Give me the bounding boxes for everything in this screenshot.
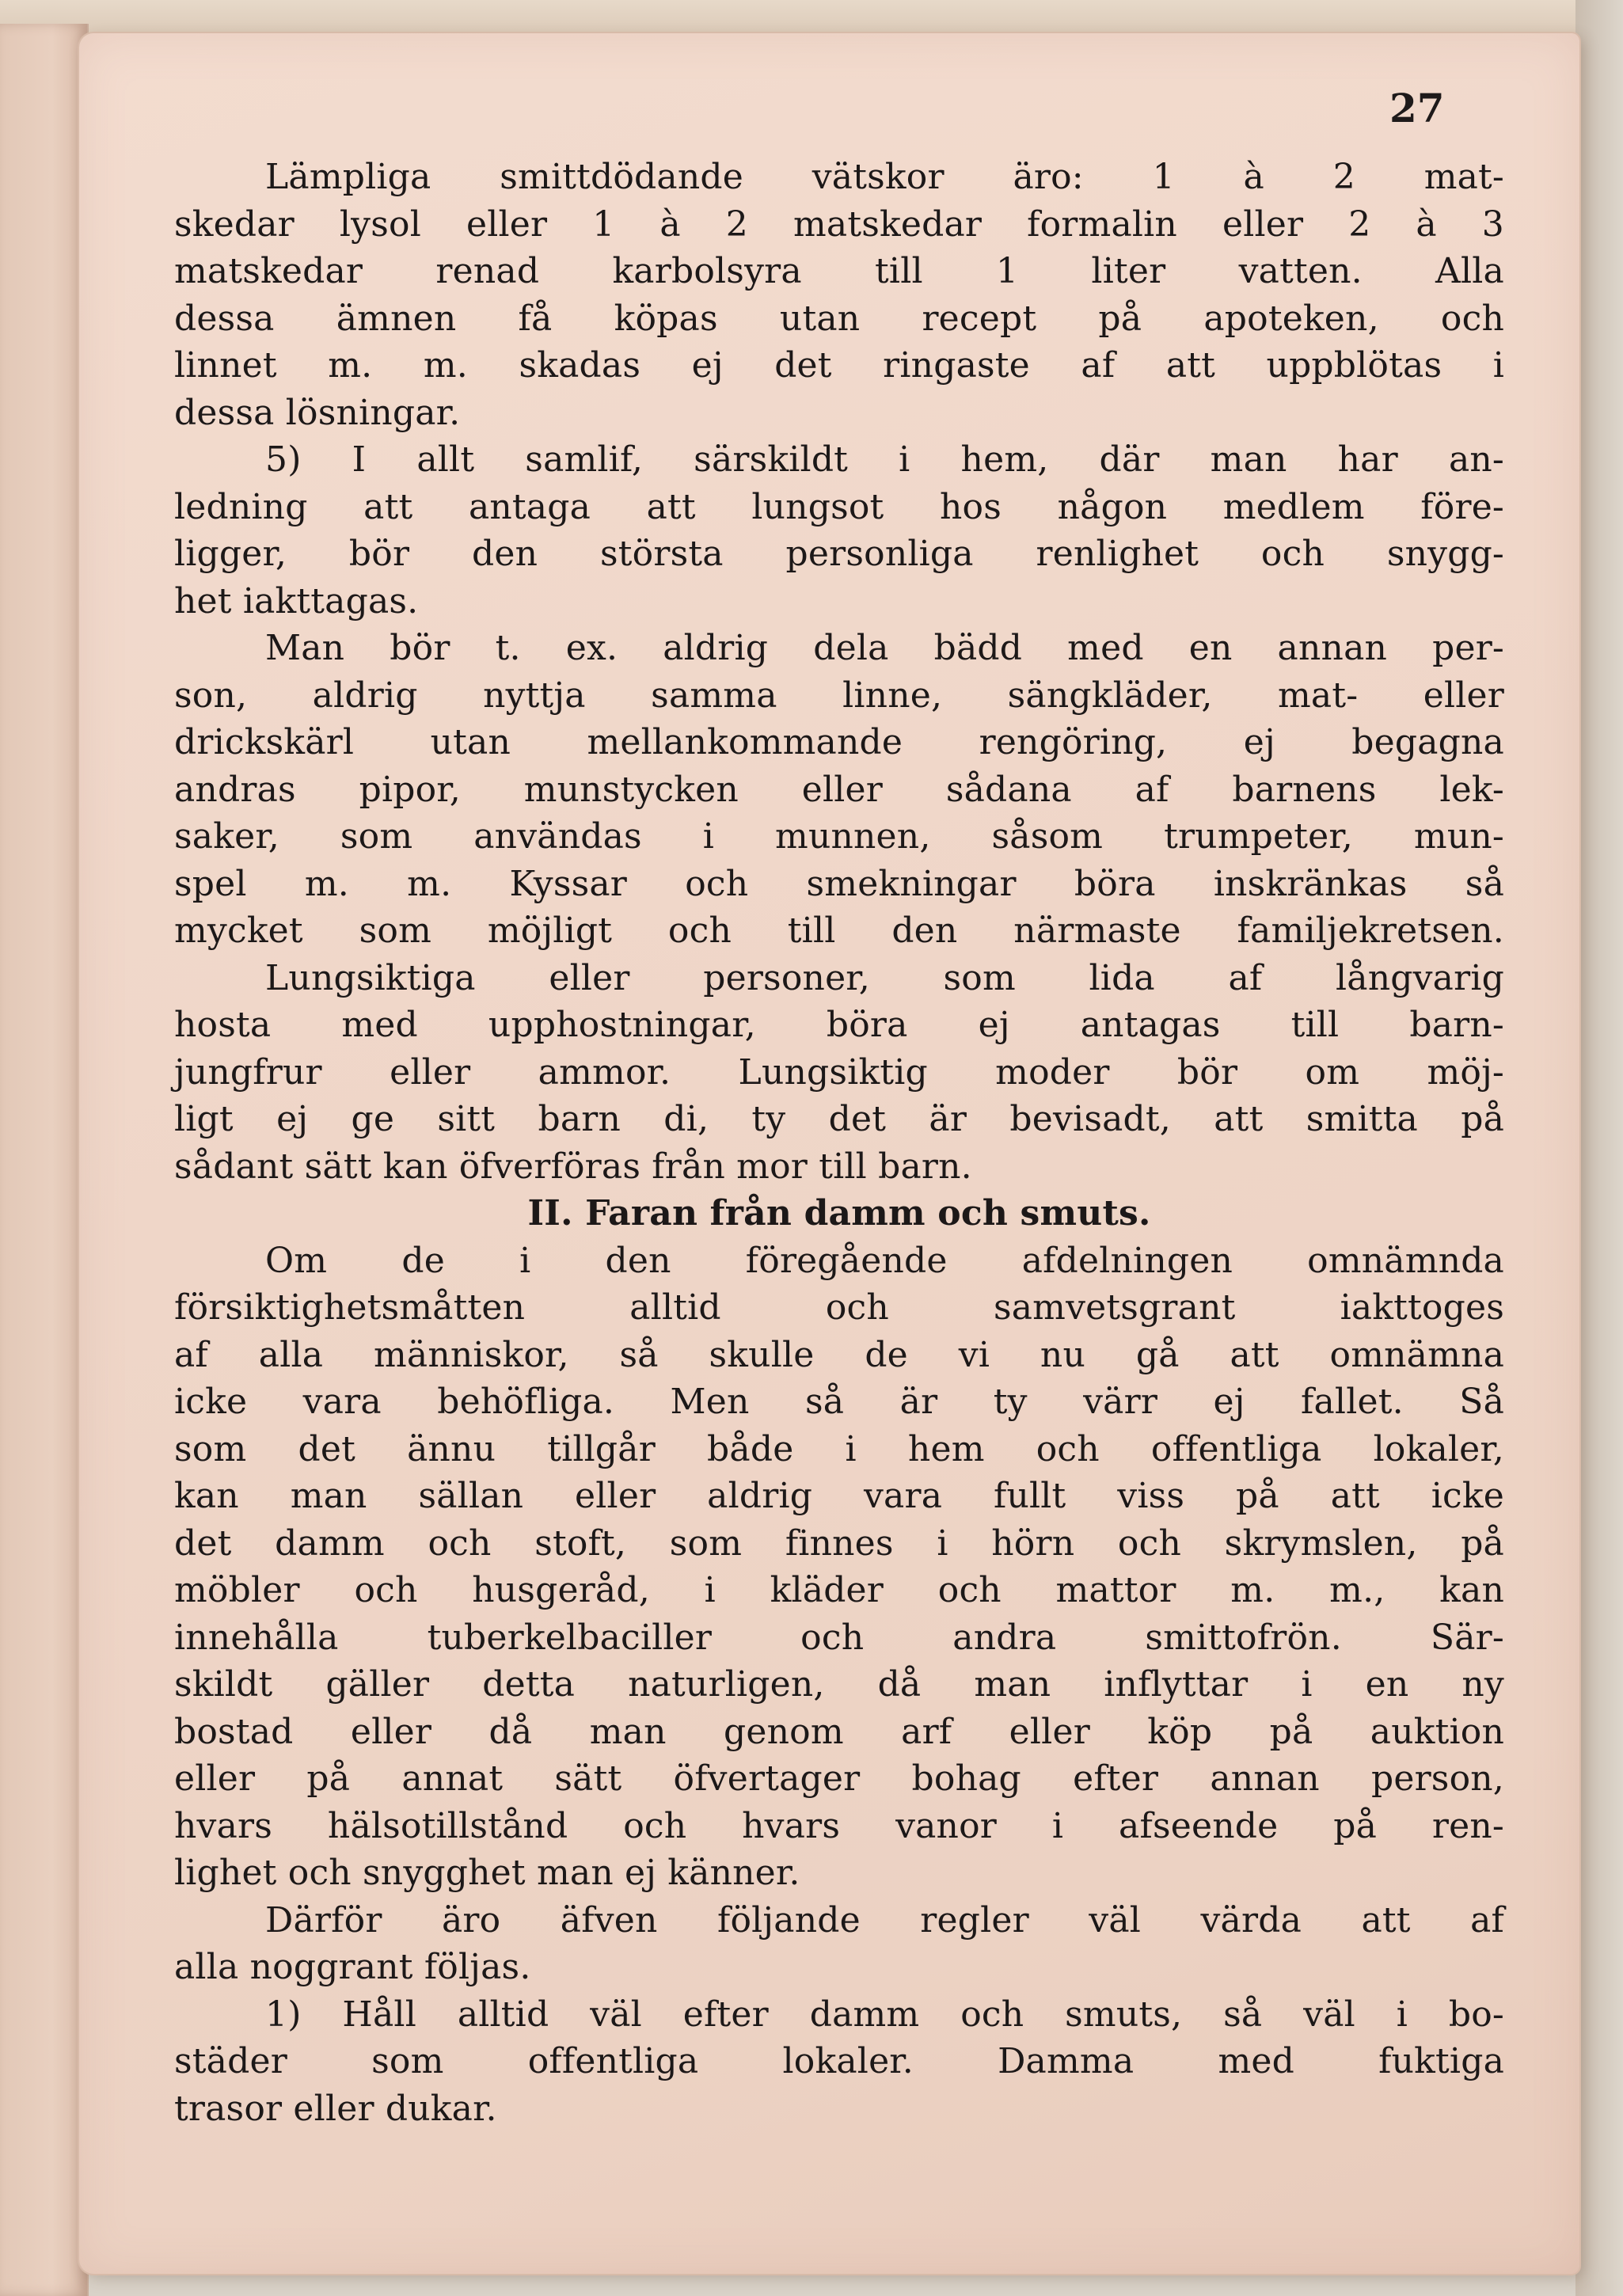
text-line: linnet m. m. skadas ej det ringaste af att uppblötas i (174, 345, 1504, 386)
left-page-edge (0, 24, 89, 2296)
text-line: matskedar renad karbolsyra till 1 liter vatten. Alla (174, 251, 1504, 291)
text-line: städer som offentliga lokaler. Damma med fuktiga (174, 2041, 1504, 2081)
text-line: innehålla tuberkelbaciller och andra smittofrön. Sär- (174, 1617, 1504, 1658)
text-line: mycket som möjligt och till den närmaste familjekretsen. (174, 910, 1504, 951)
text-line: drickskärl utan mellankommande rengöring, ej begagna (174, 722, 1504, 762)
text-line: skedar lysol eller 1 à 2 matskedar formalin eller 2 à 3 (174, 203, 1504, 245)
text-line: möbler och husgeråd, i kläder och mattor m. m., kan (174, 1570, 1504, 1610)
text-line: hvars hälsotillstånd och hvars vanor i afseende på ren- (174, 1805, 1504, 1846)
text-line: ledning att antaga att lungsot hos någon medlem före- (174, 486, 1504, 527)
text-line: het iakttagas. (174, 580, 419, 622)
text-line: ligger, bör den största personliga renlighet och snygg- (174, 534, 1504, 574)
text-line: Om de i den föregående afdelningen omnämnda (265, 1240, 1504, 1281)
page-text (174, 154, 1504, 2132)
text-line: Lämpliga smittdödande vätskor äro: 1 à 2 mat- (265, 157, 1504, 197)
text-line: dessa lösningar. (174, 392, 461, 433)
book-page (79, 33, 1579, 2274)
text-line: sådant sätt kan öfverföras från mor till barn. (174, 1146, 972, 1187)
text-line: icke vara behöfliga. Men så är ty värr ej fallet. Så (174, 1382, 1504, 1422)
text-line: Lungsiktiga eller personer, som lida af långvarig (265, 957, 1504, 998)
background-right (1575, 0, 1623, 2296)
text-line: af alla människor, så skulle de vi nu gå att omnämna (174, 1334, 1504, 1375)
text-line: jungfrur eller ammor. Lungsiktig moder bör om möj- (174, 1051, 1504, 1093)
text-line: skildt gäller detta naturligen, då man inflyttar i en ny (174, 1664, 1504, 1705)
text-line: försiktighetsmåtten alltid och samvetsgrant iakttoges (174, 1287, 1504, 1328)
text-line: Därför äro äfven följande regler väl värda att af (265, 1899, 1504, 1941)
page-number: 27 (1389, 85, 1445, 131)
text-line: hosta med upphostningar, böra ej antagas till barn- (174, 1005, 1504, 1045)
text-line: 5) I allt samlif, särskildt i hem, där man har an- (265, 439, 1504, 480)
text-line: alla noggrant följas. (174, 1947, 531, 1987)
text-line: 1) Håll alltid väl efter damm och smuts, så väl i bo- (265, 1994, 1504, 2035)
text-line: det damm och stoft, som finnes i hörn och skrymslen, på (174, 1522, 1504, 1564)
text-line: lighet och snygghet man ej känner. (174, 1853, 800, 1893)
text-line: bostad eller då man genom arf eller köp på auktion (174, 1711, 1504, 1752)
text-line: kan man sällan eller aldrig vara fullt viss på att icke (174, 1476, 1504, 1516)
text-line: andras pipor, munstycken eller sådana af barnens lek- (174, 769, 1504, 810)
text-line: saker, som användas i munnen, såsom trumpeter, mun- (174, 816, 1504, 857)
text-line: som det ännu tillgår både i hem och offentliga lokaler, (174, 1428, 1504, 1469)
text-line: eller på annat sätt öfvertager bohag efter annan person, (174, 1758, 1504, 1799)
text-line: son, aldrig nyttja samma linne, sängkläder, mat- eller (174, 675, 1504, 716)
text-line: dessa ämnen få köpas utan recept på apoteken, och (174, 298, 1504, 339)
text-line: ligt ej ge sitt barn di, ty det är bevisadt, att smitta på (174, 1099, 1504, 1139)
section-heading: II. Faran från damm och smuts. (527, 1193, 1151, 1234)
text-line: spel m. m. Kyssar och smekningar böra inskränkas så (174, 863, 1504, 904)
text-line: Man bör t. ex. aldrig dela bädd med en annan per- (265, 628, 1504, 668)
text-line: trasor eller dukar. (174, 2088, 497, 2129)
